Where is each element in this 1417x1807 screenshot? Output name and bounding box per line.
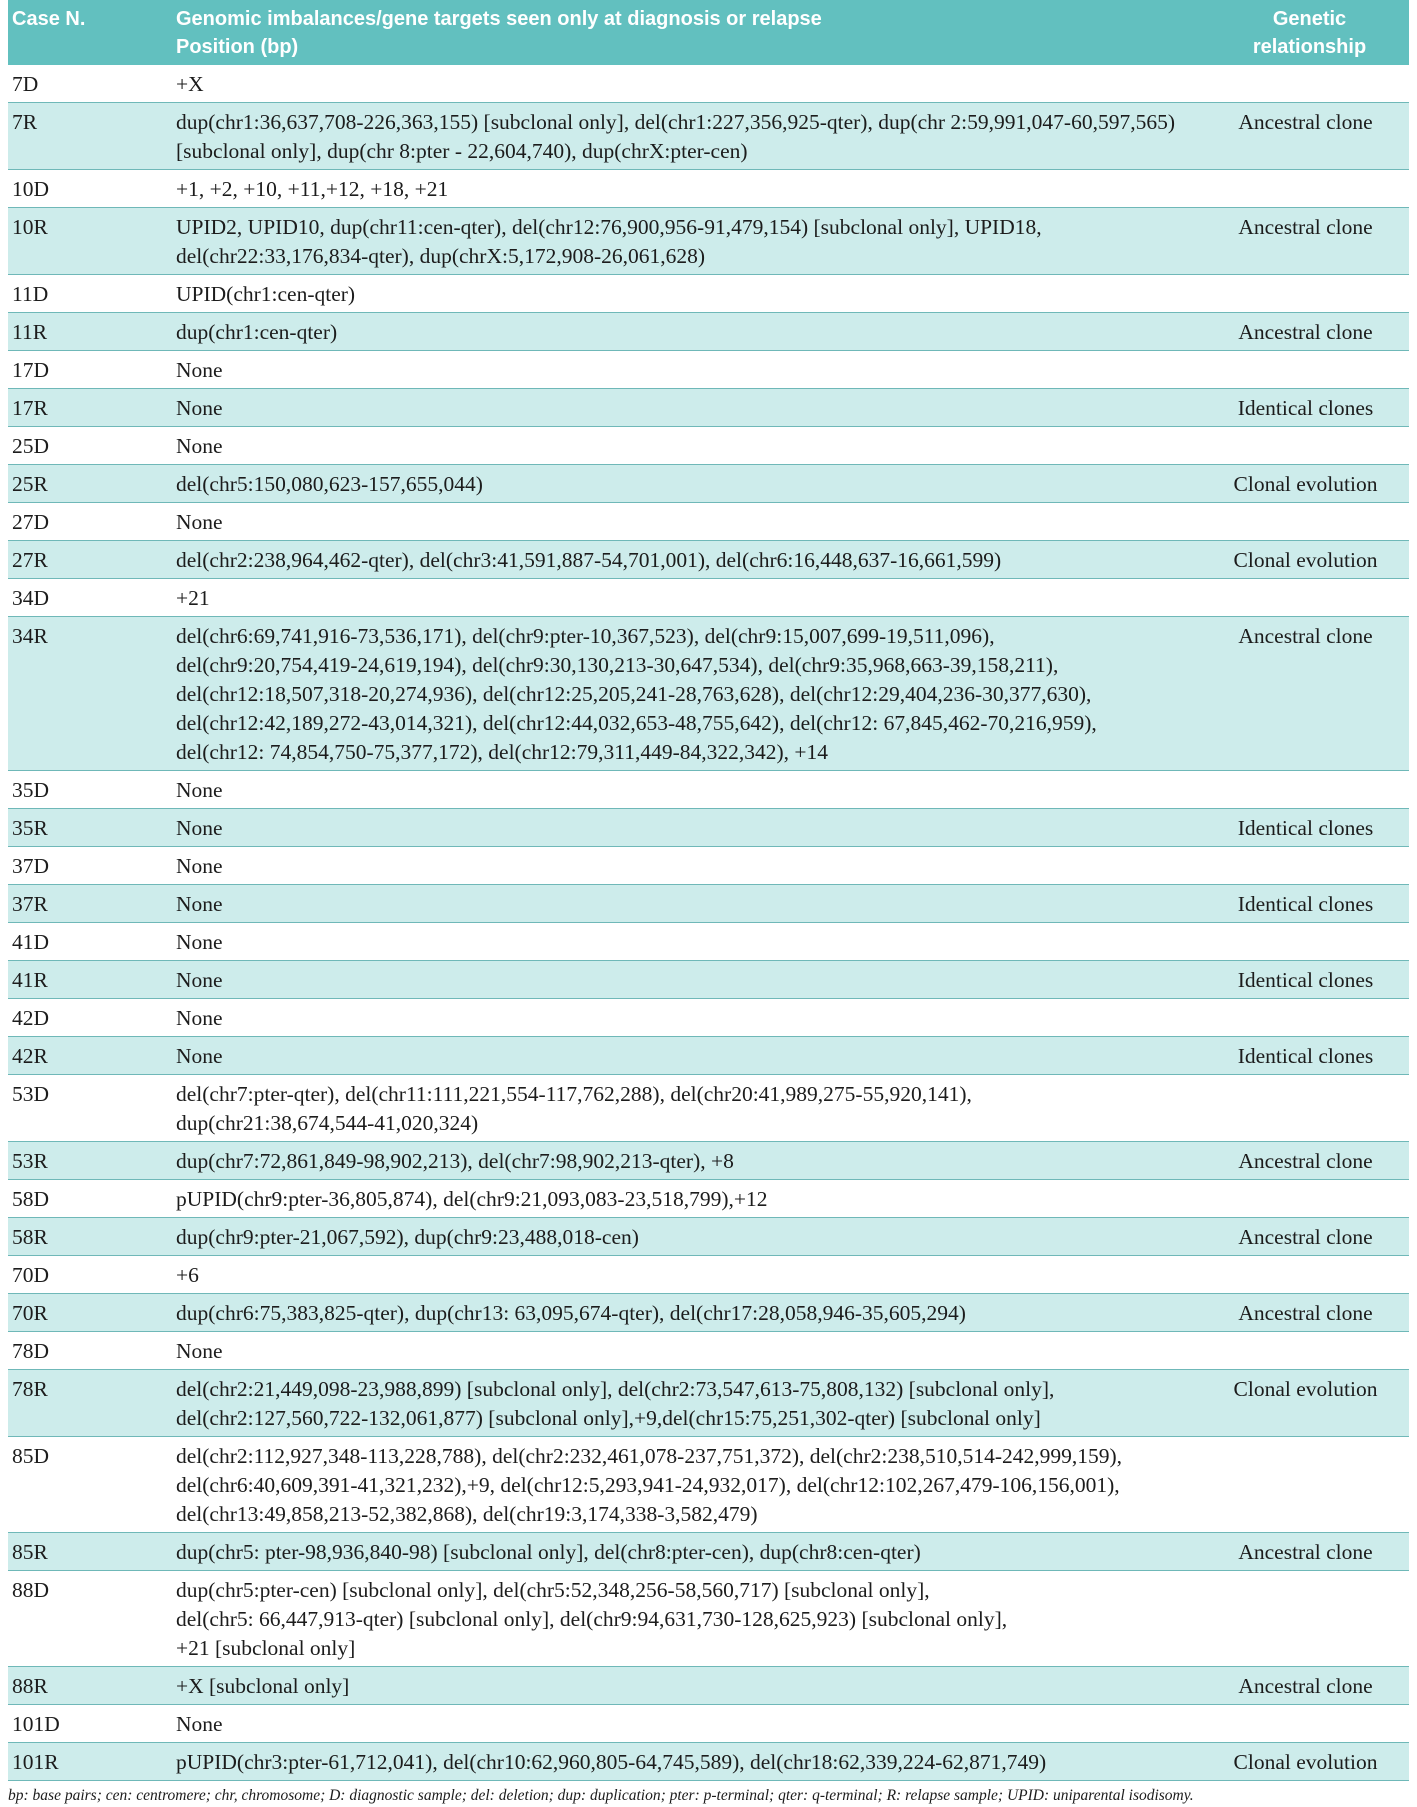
case-cell: 34D [8,579,172,617]
relationship-cell [1212,503,1409,541]
case-cell: 11R [8,313,172,351]
table-footnote: bp: base pairs; cen: centromere; chr, chromosome; D: diagnostic sample; del: deletion; dup: duplication; pter: p-terminal; qter: q-terminal; R: relapse sample; UPID: uniparental isodisomy. [8,1787,1194,1804]
relationship-cell [1212,579,1409,617]
imbalances-line: del(chr5: 66,447,913-qter) [subclonal only], del(chr9:94,631,730-128,625,923) [subclonal only], [176,1607,1008,1631]
imbalances-cell [172,465,1212,503]
imbalances-line: None [176,1712,223,1736]
relationship-cell [1212,427,1409,465]
case-cell: 101D [8,1705,172,1743]
imbalances-cell [172,65,1212,103]
imbalances-line: del(chr13:49,858,213-52,382,868), del(chr19:3,174,338-3,582,479) [176,1502,758,1526]
relationship-cell [1212,847,1409,885]
imbalances-cell [172,1075,1212,1142]
case-cell: 58D [8,1180,172,1218]
case-cell: 27R [8,541,172,579]
table-row [8,1218,1409,1256]
imbalances-line: +6 [176,1263,199,1287]
imbalances-cell [172,617,1212,771]
table-row [8,351,1409,389]
table-row [8,1437,1409,1533]
header-case [8,0,172,65]
imbalances-line: None [176,1006,223,1030]
table-row [8,1705,1409,1743]
relationship-cell: Identical clones [1212,389,1409,427]
table-row [8,170,1409,208]
imbalances-line: +X [subclonal only] [176,1674,350,1698]
relationship-cell: Identical clones [1212,885,1409,923]
table-row [8,465,1409,503]
table-row [8,275,1409,313]
case-cell: 53D [8,1075,172,1142]
imbalances-cell [172,103,1212,170]
case-cell: 88R [8,1667,172,1705]
imbalances-line: +21 [subclonal only] [176,1636,356,1660]
table-header [8,0,1409,65]
table-row [8,809,1409,847]
case-cell: 85D [8,1437,172,1533]
imbalances-cell [172,1256,1212,1294]
table-row [8,999,1409,1037]
imbalances-line: del(chr6:69,741,916-73,536,171), del(chr9:pter-10,367,523), del(chr9:15,007,699-19,511,096), [176,624,995,648]
imbalances-line: del(chr6:40,609,391-41,321,232),+9, del(chr12:5,293,941-24,932,017), del(chr12:102,267,479-106,156,001), [176,1473,1120,1497]
case-cell: 25R [8,465,172,503]
relationship-cell [1212,351,1409,389]
case-cell: 42R [8,1037,172,1075]
table-row [8,1667,1409,1705]
imbalances-line: +X [176,72,204,96]
table-row [8,885,1409,923]
header-case-label: Case N. [12,8,86,30]
table-row [8,1743,1409,1781]
relationship-cell: Ancestral clone [1212,313,1409,351]
relationship-cell [1212,1437,1409,1533]
relationship-cell [1212,170,1409,208]
imbalances-cell [172,579,1212,617]
case-cell: 11D [8,275,172,313]
header-imbalances [172,0,1212,65]
table-row [8,1142,1409,1180]
case-cell: 25D [8,427,172,465]
case-cell: 27D [8,503,172,541]
case-cell: 78D [8,1332,172,1370]
imbalances-line: UPID2, UPID10, dup(chr11:cen-qter), del(chr12:76,900,956-91,479,154) [subclonal only], UPID18, [176,215,1042,239]
imbalances-cell [172,1705,1212,1743]
header-relationship-line1: Genetic [1272,8,1347,30]
genomic-imbalances-table [8,0,1409,1781]
case-cell: 42D [8,999,172,1037]
relationship-cell: Clonal evolution [1212,1370,1409,1437]
case-cell: 78R [8,1370,172,1437]
table-row [8,617,1409,771]
header-row [8,0,1409,65]
table-row [8,847,1409,885]
table-row [8,1294,1409,1332]
case-cell: 41R [8,961,172,999]
imbalances-cell [172,1437,1212,1533]
imbalances-line: del(chr9:20,754,419-24,619,194), del(chr9:30,130,213-30,647,534), del(chr9:35,968,663-39,158,211), [176,653,1059,677]
imbalances-line: del(chr2:21,449,098-23,988,899) [subclonal only], del(chr2:73,547,613-75,808,132) [subclonal only], [176,1377,1055,1401]
case-cell: 53R [8,1142,172,1180]
table-row [8,427,1409,465]
imbalances-cell [172,961,1212,999]
case-cell: 35R [8,809,172,847]
imbalances-line: +21 [176,586,210,610]
table-row [8,1037,1409,1075]
imbalances-line: +1, +2, +10, +11,+12, +18, +21 [176,177,449,201]
imbalances-line: None [176,1044,223,1068]
imbalances-line: del(chr2:238,964,462-qter), del(chr3:41,591,887-54,701,001), del(chr6:16,448,637-16,661,599) [176,548,1002,572]
imbalances-cell [172,1142,1212,1180]
table-row [8,1370,1409,1437]
table-row [8,313,1409,351]
relationship-cell [1212,1256,1409,1294]
relationship-cell [1212,999,1409,1037]
imbalances-cell [172,809,1212,847]
relationship-cell [1212,275,1409,313]
case-cell: 37R [8,885,172,923]
imbalances-cell [172,170,1212,208]
imbalances-line: dup(chr7:72,861,849-98,902,213), del(chr7:98,902,213-qter), +8 [176,1149,734,1173]
relationship-cell: Clonal evolution [1212,1743,1409,1781]
imbalances-line: None [176,968,223,992]
case-cell: 7D [8,65,172,103]
relationship-cell [1212,65,1409,103]
imbalances-line: None [176,358,223,382]
table-row [8,579,1409,617]
imbalances-line: del(chr12: 74,854,750-75,377,172), del(chr12:79,311,449-84,322,342), +14 [176,740,829,764]
imbalances-cell [172,541,1212,579]
imbalances-line: dup(chr1:36,637,708-226,363,155) [subclonal only], del(chr1:227,356,925-qter), dup(chr 2:59,991,047-60,597,565) [176,110,1175,134]
imbalances-line: del(chr5:150,080,623-157,655,044) [176,472,483,496]
case-cell: 17R [8,389,172,427]
imbalances-line: None [176,396,223,420]
imbalances-line: None [176,1339,223,1363]
imbalances-line: dup(chr1:cen-qter) [176,320,338,344]
imbalances-cell [172,427,1212,465]
imbalances-cell [172,503,1212,541]
case-cell: 85R [8,1533,172,1571]
table-row [8,65,1409,103]
relationship-cell: Ancestral clone [1212,1667,1409,1705]
relationship-cell: Ancestral clone [1212,617,1409,771]
imbalances-cell [172,1667,1212,1705]
case-cell: 7R [8,103,172,170]
imbalances-line: dup(chr9:pter-21,067,592), dup(chr9:23,488,018-cen) [176,1225,639,1249]
imbalances-line: dup(chr5: pter-98,936,840-98) [subclonal only], del(chr8:pter-cen), dup(chr8:cen-qter) [176,1540,921,1564]
header-imbalances-line2: Position (bp) [176,36,299,58]
case-cell: 88D [8,1571,172,1667]
table-body [8,65,1409,1781]
relationship-cell [1212,1705,1409,1743]
case-cell: 41D [8,923,172,961]
case-cell: 70R [8,1294,172,1332]
imbalances-cell [172,1294,1212,1332]
imbalances-cell [172,389,1212,427]
table-row [8,503,1409,541]
imbalances-line: del(chr12:42,189,272-43,014,321), del(chr12:44,032,653-48,755,642), del(chr12: 67,845,462-70,216,959), [176,711,1097,735]
imbalances-line: None [176,510,223,534]
relationship-cell: Ancestral clone [1212,1218,1409,1256]
imbalances-line: del(chr2:112,927,348-113,228,788), del(chr2:232,461,078-237,751,372), del(chr2:238,510,514-242,999,159), [176,1444,1123,1468]
imbalances-line: UPID(chr1:cen-qter) [176,282,356,306]
table-row [8,103,1409,170]
imbalances-cell [172,923,1212,961]
relationship-cell: Ancestral clone [1212,1533,1409,1571]
imbalances-line: [subclonal only], dup(chr 8:pter - 22,604,740), dup(chrX:pter-cen) [176,139,748,163]
imbalances-line: dup(chr6:75,383,825-qter), dup(chr13: 63,095,674-qter), del(chr17:28,058,946-35,605,294) [176,1301,966,1325]
case-cell: 35D [8,771,172,809]
relationship-cell [1212,1180,1409,1218]
imbalances-line: None [176,778,223,802]
case-cell: 10R [8,208,172,275]
table-row [8,961,1409,999]
imbalances-line: None [176,854,223,878]
relationship-cell: Clonal evolution [1212,541,1409,579]
imbalances-cell [172,1037,1212,1075]
table-row [8,541,1409,579]
table-row [8,1533,1409,1571]
header-imbalances-line1: Genomic imbalances/gene targets seen only at diagnosis or relapse [176,8,822,30]
imbalances-line: dup(chr21:38,674,544-41,020,324) [176,1111,479,1135]
header-relationship-line2: relationship [1252,36,1367,58]
imbalances-cell [172,1332,1212,1370]
imbalances-line: None [176,930,223,954]
case-cell: 10D [8,170,172,208]
case-cell: 34R [8,617,172,771]
imbalances-line: pUPID(chr3:pter-61,712,041), del(chr10:62,960,805-64,745,589), del(chr18:62,339,224-62,871,749) [176,1750,1047,1774]
table-row [8,771,1409,809]
case-cell: 58R [8,1218,172,1256]
imbalances-cell [172,351,1212,389]
case-cell: 17D [8,351,172,389]
imbalances-cell [172,847,1212,885]
imbalances-line: dup(chr5:pter-cen) [subclonal only], del(chr5:52,348,256-58,560,717) [subclonal only], [176,1578,930,1602]
table-row [8,208,1409,275]
imbalances-cell [172,1218,1212,1256]
imbalances-cell [172,885,1212,923]
table-row [8,1332,1409,1370]
relationship-cell: Ancestral clone [1212,103,1409,170]
relationship-cell [1212,1332,1409,1370]
imbalances-line: pUPID(chr9:pter-36,805,874), del(chr9:21,093,083-23,518,799),+12 [176,1187,768,1211]
imbalances-line: None [176,434,223,458]
imbalances-line: None [176,892,223,916]
relationship-cell [1212,771,1409,809]
relationship-cell [1212,923,1409,961]
imbalances-cell [172,1180,1212,1218]
imbalances-line: del(chr2:127,560,722-132,061,877) [subclonal only],+9,del(chr15:75,251,302-qter) [subclonal only] [176,1406,1041,1430]
case-cell: 101R [8,1743,172,1781]
imbalances-cell [172,1743,1212,1781]
header-relationship [1212,0,1409,65]
relationship-cell [1212,1571,1409,1667]
imbalances-cell [172,771,1212,809]
case-cell: 70D [8,1256,172,1294]
relationship-cell: Ancestral clone [1212,1142,1409,1180]
imbalances-cell [172,208,1212,275]
relationship-cell: Identical clones [1212,1037,1409,1075]
imbalances-line: del(chr22:33,176,834-qter), dup(chrX:5,172,908-26,061,628) [176,244,706,268]
relationship-cell: Ancestral clone [1212,1294,1409,1332]
imbalances-line: del(chr12:18,507,318-20,274,936), del(chr12:25,205,241-28,763,628), del(chr12:29,404,236-30,377,630), [176,682,1092,706]
imbalances-cell [172,1370,1212,1437]
imbalances-cell [172,275,1212,313]
table-row [8,1256,1409,1294]
table-row [8,1180,1409,1218]
table-row [8,923,1409,961]
imbalances-cell [172,313,1212,351]
relationship-cell: Identical clones [1212,961,1409,999]
case-cell: 37D [8,847,172,885]
imbalances-cell [172,1571,1212,1667]
imbalances-cell [172,999,1212,1037]
table-row [8,1571,1409,1667]
relationship-cell: Ancestral clone [1212,208,1409,275]
imbalances-line: del(chr7:pter-qter), del(chr11:111,221,554-117,762,288), del(chr20:41,989,275-55,920,141), [176,1082,972,1106]
imbalances-cell [172,1533,1212,1571]
table-row [8,389,1409,427]
relationship-cell: Clonal evolution [1212,465,1409,503]
relationship-cell: Identical clones [1212,809,1409,847]
relationship-cell [1212,1075,1409,1142]
table-row [8,1075,1409,1142]
imbalances-line: None [176,816,223,840]
genomic-imbalances-table-container [8,0,1409,1807]
